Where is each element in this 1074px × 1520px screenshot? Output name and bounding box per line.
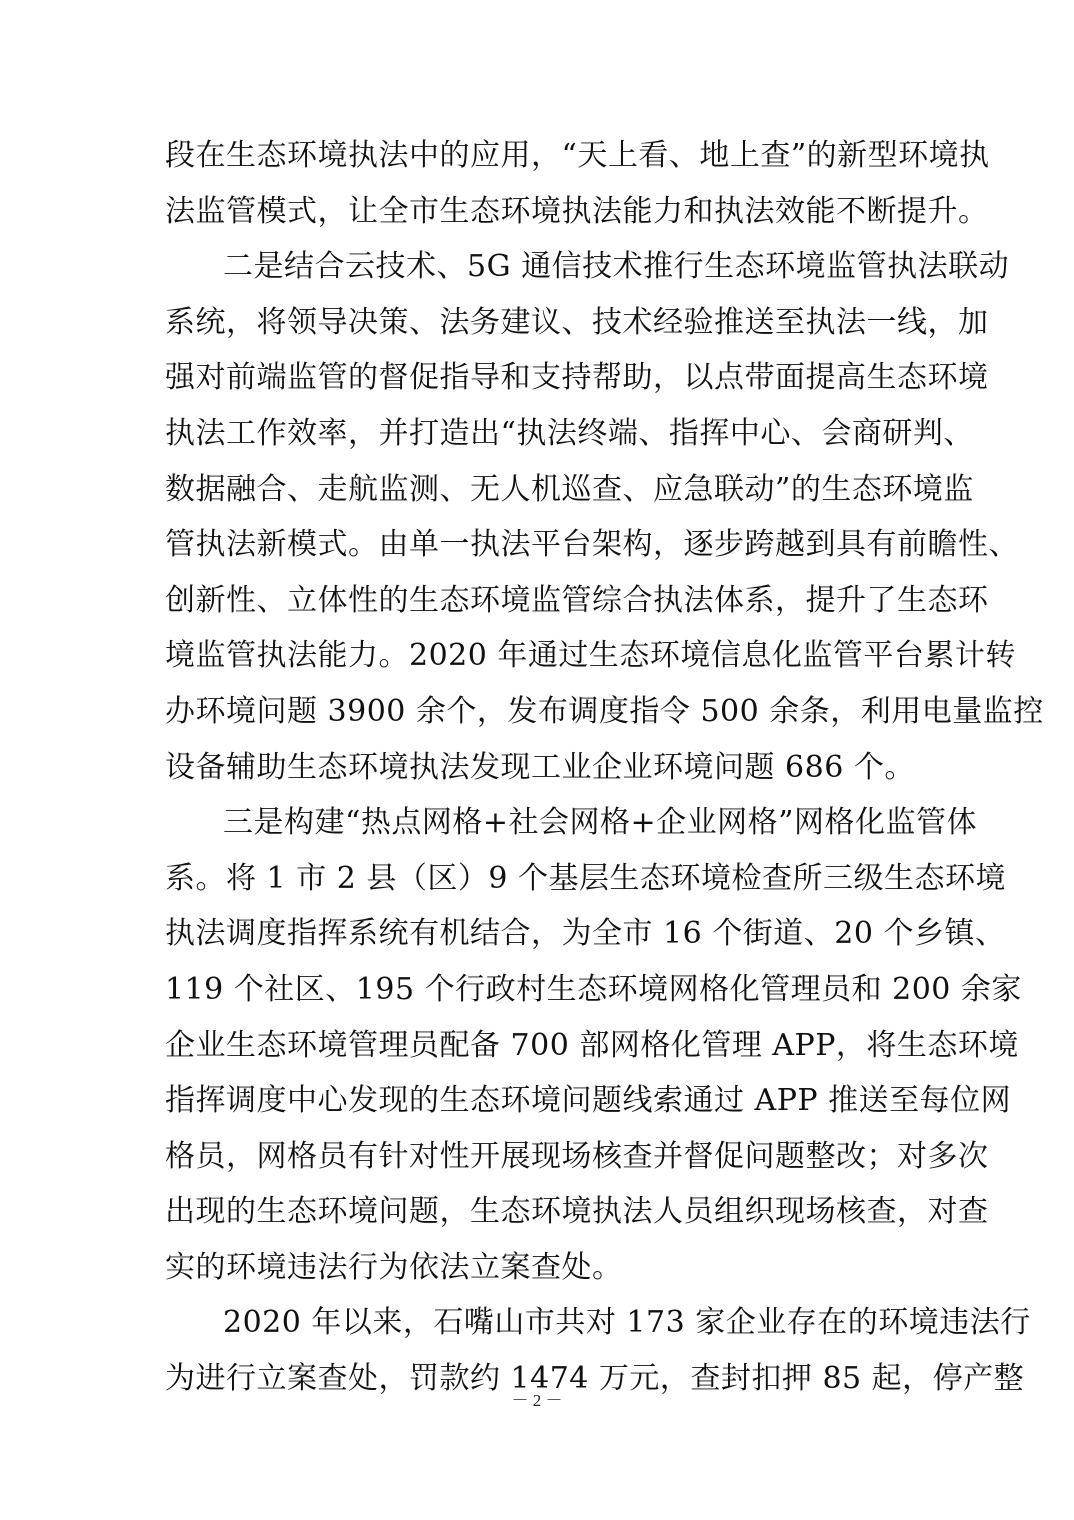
paragraph-first-line: 2020 年以来，石嘴山市共对 173 家企业存在的环境违法行	[223, 1305, 1031, 1341]
paragraph-first-line: 二是结合云技术、5G 通信技术推行生态环境监管执法联动	[223, 249, 1010, 285]
text-line: 执法调度指挥系统有机结合，为全市 16 个街道、20 个乡镇、	[165, 916, 1006, 952]
body-text	[165, 128, 1044, 1407]
text-line: 系。将 1 市 2 县（区）9 个基层生态环境检查所三级生态环境	[165, 860, 1006, 896]
text-line: 实的环境违法行为依法立案查处。	[165, 1249, 623, 1285]
text-line: 管执法新模式。由单一执法平台架构，逐步跨越到具有前瞻性、	[165, 527, 1019, 563]
text-line: 119 个社区、195 个行政村生态环境网格化管理员和 200 余家	[165, 971, 1022, 1007]
text-line: 企业生态环境管理员配备 700 部网格化管理 APP，将生态环境	[165, 1027, 1019, 1063]
text-line: 强对前端监管的督促指导和支持帮助，以点带面提高生态环境	[165, 360, 989, 396]
text-line: 为进行立案查处，罚款约 1474 万元，查封扣押 85 起，停产整	[165, 1361, 1025, 1397]
text-line: 格员，网格员有针对性开展现场核查并督促问题整改；对多次	[165, 1138, 989, 1174]
text-line: 办环境问题 3900 余个，发布调度指令 500 余条，利用电量监控	[165, 693, 1044, 729]
text-line: 法监管模式，让全市生态环境执法能力和执法效能不断提升。	[165, 193, 989, 229]
text-line: 出现的生态环境问题，生态环境执法人员组织现场核查，对查	[165, 1194, 989, 1230]
text-line: 指挥调度中心发现的生态环境问题线索通过 APP 推送至每位网	[165, 1083, 1012, 1119]
text-line: 境监管执法能力。2020 年通过生态环境信息化监管平台累计转	[165, 638, 1016, 674]
page-number: － 2 －	[511, 1391, 563, 1410]
text-line: 设备辅助生态环境执法发现工业企业环境问题 686 个。	[165, 749, 915, 785]
text-line: 创新性、立体性的生态环境监管综合执法体系，提升了生态环	[165, 582, 989, 618]
text-line: 段在生态环境执法中的应用，“天上看、地上查”的新型环境执	[165, 138, 990, 173]
text-line: 系统，将领导决策、法务建议、技术经验推送至执法一线，加	[165, 304, 989, 340]
paragraph-first-line: 三是构建“热点网格+社会网格+企业网格”网格化监管体	[223, 805, 977, 841]
text-line: 执法工作效率，并打造出“执法终端、指挥中心、会商研判、	[165, 415, 974, 451]
text-line: 数据融合、走航监测、无人机巡查、应急联动”的生态环境监	[165, 471, 974, 507]
